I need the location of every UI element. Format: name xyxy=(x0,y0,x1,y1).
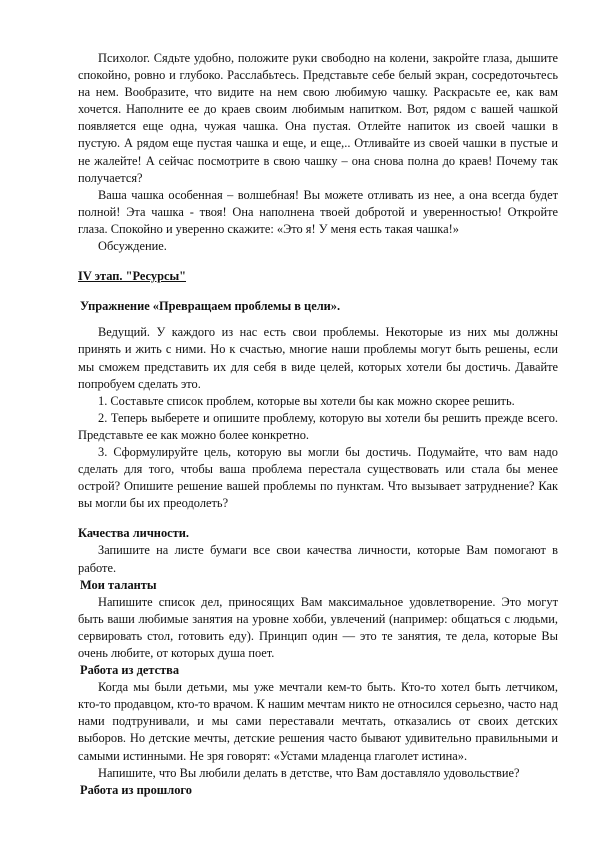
qualities-paragraph: Запишите на листе бумаги все свои качества личности, которые Вам помогают в работе. xyxy=(78,543,558,575)
exercise-step-1: 1. Составьте список проблем, которые вы хотели бы как можно скорее решить. xyxy=(98,393,515,408)
past-title: Работа из прошлого xyxy=(80,782,192,797)
exercise-title: Упражнение «Превращаем проблемы в цели». xyxy=(80,299,341,314)
talents-paragraph: Напишите список дел, приносящих Вам максимальное удовлетворение. Это могут быть ваши любимые занятия на уровне хобби, увлечений (например: общаться с людьми, сервировать стол, готовить еду). Принцип один — это те занятия, те дела, которые Вы очень любите, от которых душа поет. xyxy=(78,594,558,660)
childhood-question: Напишите, что Вы любили делать в детстве, что Вам доставляло удовольствие? xyxy=(98,765,520,780)
exercise-intro: Ведущий. У каждого из нас есть свои проблемы. Некоторые из них мы должны принять и жить с ними. Но к счастью, многие наши проблемы могут быть решены, если мы сможем представить их для себя в виде целей, которых хотели бы достичь. Давайте попробуем сделать это. xyxy=(78,325,558,391)
qualities-title: Качества личности. xyxy=(78,526,189,541)
stage-heading: IV этап. "Ресурсы" xyxy=(78,269,187,284)
exercise-step-3: 3. Сформулируйте цель, которую вы могли бы достичь. Подумайте, что вам надо сделать для того, чтобы ваша проблема перестала существовать или стала бы менее острой? Опишите решение вашей проблемы по пунктам. Что вызывает затруднение? Как вы могли бы их преодолеть? xyxy=(78,444,558,511)
psychologist-paragraph: Психолог. Сядьте удобно, положите руки свободно на колени, закройте глаза, дышите спокойно, ровно и глубоко. Расслабьтесь. Представьте себе белый экран, сосредоточьтесь на нем. Вообразите, что видите на нем свою любимую чашку. Раскрасьте ее, как вам хочется. Наполните ее до краев своим любимым напитком. Вот, рядом с вашей чашкой появляется еще одна, чужая чашка. Она пустая. Отлейте напиток из своей чашки в пустую. А рядом еще пустая чашка и еще, и еще,.. Отливайте из своей чашки в пустые и не жалейте! А сейчас посмотрите в свою чашку – она снова полна до краев! Почему так получается? xyxy=(78,51,558,185)
magic-cup-paragraph: Ваша чашка особенная – волшебная! Вы можете отливать из нее, а она всегда будет полной! Эта чашка - твоя! Она наполнена твоей добротой и уверенностью! Откройте глаза. Спокойно и уверенно скажите: «Это я! У меня есть такая чашка!» xyxy=(78,187,558,236)
document-page xyxy=(78,50,558,799)
childhood-paragraph: Когда мы были детьми, мы уже мечтали кем-то быть. Кто-то хотел быть летчиком, кто-то продавцом, кто-то врачом. К нашим мечтам никто не относился серьезно, часто над нами подтрунивали, и мы сами переставали мечтать, отказались от своих детских выборов. Но детские мечты, детские решения часто бывают удивительно правильными и самыми истинными. Не зря говорят: «Устами младенца глаголет истина». xyxy=(78,680,558,763)
exercise-step-2: 2. Теперь выберете и опишите проблему, которую вы хотели бы решить прежде всего. Представьте ее как можно более конкретно. xyxy=(78,410,558,442)
talents-title: Мои таланты xyxy=(80,577,157,592)
discussion-line: Обсуждение. xyxy=(98,239,167,254)
childhood-title: Работа из детства xyxy=(80,663,180,678)
